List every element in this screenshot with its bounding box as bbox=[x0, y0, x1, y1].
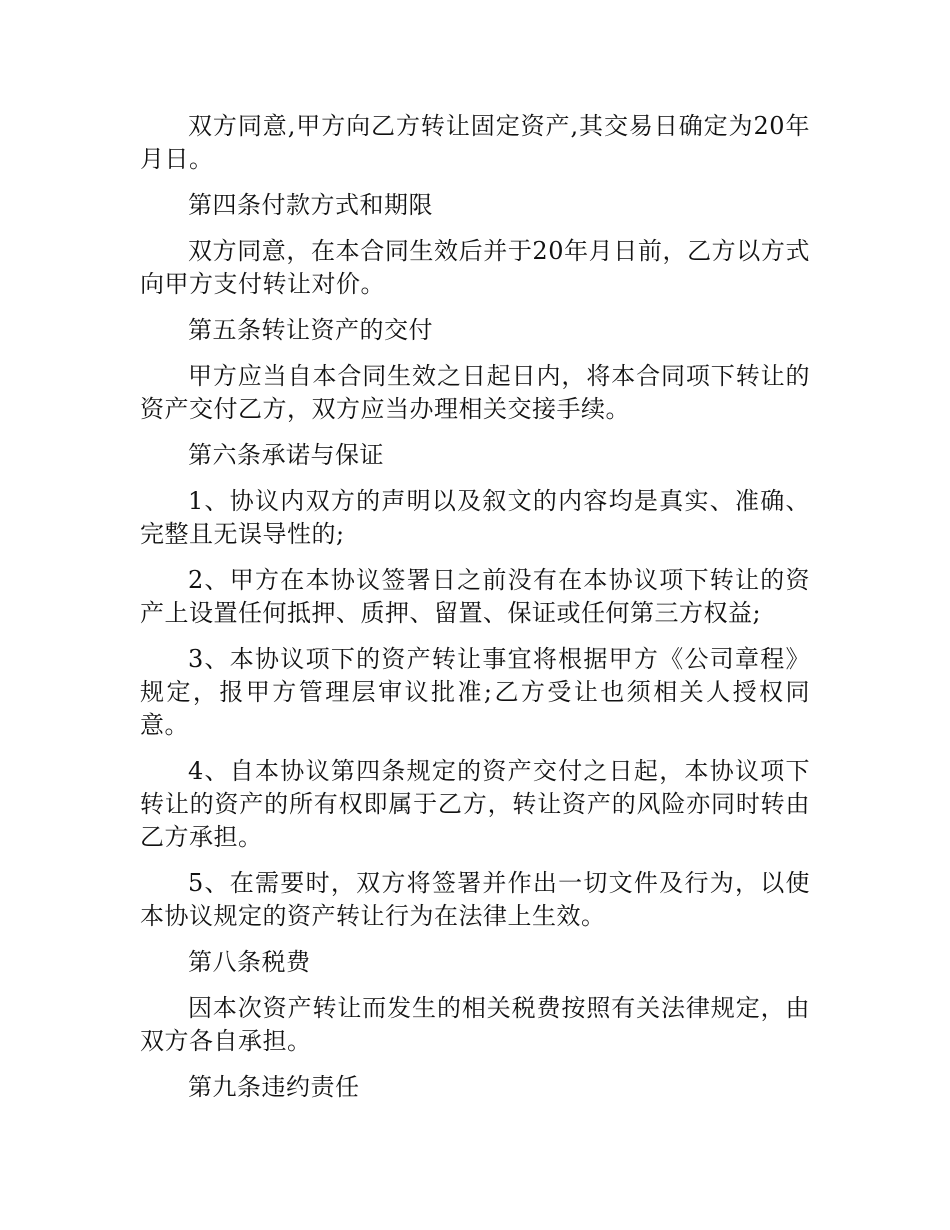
paragraph-taxes: 因本次资产转让而发生的相关税费按照有关法律规定，由双方各自承担。 bbox=[140, 994, 810, 1055]
paragraph-warranty-1: 1、协议内双方的声明以及叙文的内容均是真实、准确、完整且无误导性的; bbox=[140, 487, 810, 548]
paragraph-warranty-3: 3、本协议项下的资产转让事宜将根据甲方《公司章程》规定，报甲方管理层审议批准;乙方受让也须相关人授权同意。 bbox=[140, 645, 810, 739]
heading-article-9: 第九条违约责任 bbox=[188, 1073, 360, 1101]
heading-article-6: 第六条承诺与保证 bbox=[188, 441, 384, 469]
paragraph-payment: 双方同意，在本合同生效后并于20年月日前，乙方以方式向甲方支付转让对价。 bbox=[140, 237, 810, 298]
heading-article-5: 第五条转让资产的交付 bbox=[188, 316, 433, 344]
paragraph-warranty-5: 5、在需要时，双方将签署并作出一切文件及行为，以使本协议规定的资产转让行为在法律上生效。 bbox=[140, 869, 810, 930]
paragraph-delivery: 甲方应当自本合同生效之日起日内，将本合同项下转让的资产交付乙方，双方应当办理相关交接手续。 bbox=[140, 362, 810, 423]
heading-article-8: 第八条税费 bbox=[188, 948, 311, 976]
paragraph-transaction-date: 双方同意,甲方向乙方转让固定资产,其交易日确定为20年月日。 bbox=[140, 112, 810, 173]
paragraph-warranty-2: 2、甲方在本协议签署日之前没有在本协议项下转让的资产上设置任何抵押、质押、留置、保证或任何第三方权益; bbox=[140, 566, 810, 627]
paragraph-warranty-4: 4、自本协议第四条规定的资产交付之日起，本协议项下转让的资产的所有权即属于乙方，转让资产的风险亦同时转由乙方承担。 bbox=[140, 757, 810, 851]
heading-article-4: 第四条付款方式和期限 bbox=[188, 191, 433, 219]
